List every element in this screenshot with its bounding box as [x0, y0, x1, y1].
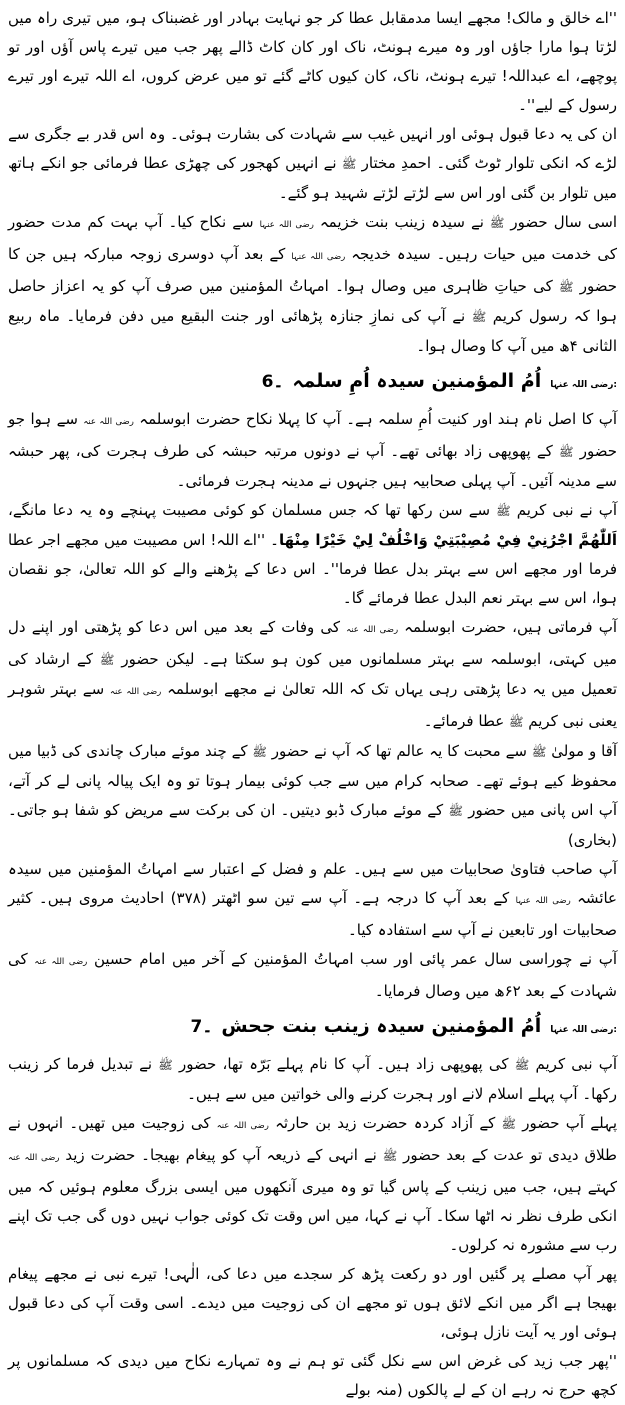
text-run: نے تبدیل فرما کر زینب رکھا۔ آپ پہلے اسلام لانے اور ہجرت کرنے والی خواتین میں سے ہیں۔ [8, 1055, 617, 1103]
ra-honorific: رضی اللہ عنہ [83, 417, 134, 427]
saw-honorific: ﷺ [341, 157, 357, 171]
ra-honorific: رضی اللہ عنہ [110, 687, 162, 697]
saw-honorific: ﷺ [252, 745, 267, 759]
paragraph [8, 945, 617, 1006]
paragraph [8, 855, 617, 945]
text-run: ''پھر جب زید کی غرض اس سے نکل گئی تو ہم نے وہ تمہارے نکاح میں دیدی کہ مسلمانوں پر کچھ حرج نہ رہے ان کے لے پالکوں (منہ بولے [8, 1352, 617, 1399]
text-run: کی حیاتِ ظاہری میں وصال ہوا۔ امہاتُ المؤمنین میں صرف آپ کو یہ اعزاز حاصل ہوا کہ رسول کریم [8, 277, 617, 325]
paragraph [8, 613, 617, 737]
text-run: اسی سال حضور [504, 213, 617, 231]
ra-honorific: رضی اللہ عنہ [8, 1153, 60, 1163]
text-run: کی وفات کے بعد میں اس دعا کو پڑھتی اور اپنے دل میں کہتی، ابوسلمہ سے بہتر مسلمانوں میں کون ہو سکتا ہے۔ لیکن حضور [8, 618, 617, 668]
saw-honorific: ﷺ [496, 504, 511, 518]
text-run: کے بعد آپ دوسری زوجہ مبارکہ ہیں جن کا حضور [8, 245, 617, 295]
text-run: آپ صاحب فتاویٰ صحابیات میں سے ہیں۔ علم و فضل کے اعتبار سے امہاتُ المؤمنین میں سیدہ عائشہ [8, 860, 618, 907]
ra-honorific: رضی اللہ عنہا [291, 252, 346, 262]
text-run: آپ کا اصل نام ہند اور کنیت اُمِ سلمہ ہے۔ آپ کا پہلا نکاح حضرت ابوسلمہ [133, 410, 617, 428]
saw-honorific: ﷺ [158, 1058, 173, 1072]
text-run: کے بعد آپ کا درجہ ہے۔ آپ سے تین سو اٹھتر (۳۷۸) احادیث مروی ہیں۔ کثیر صحابیات اور تابعین نے آپ سے استفادہ کیا۔ [8, 889, 617, 939]
text-run: سے سن رکھا تھا کہ جس مسلمان کو کوئی مصیبت پہنچے وہ یہ دعا مانگے، [8, 501, 497, 519]
ra-honorific: رضی اللہ عنہ [34, 957, 88, 967]
paragraph [8, 737, 617, 855]
heading-number: 7۔ [190, 1017, 213, 1037]
text-run: ۔ ''اے اللہ! اس مصیبت میں مجھے اجر عطا فرما اور مجھے اس سے بہتر بدل عطا فرما''۔ اس دعا کے پڑھنے والے کو اللہ تعالیٰ، جو نقصان ہوا، اس سے بہتر نعم البدل عطا فرمائے گا۔ [8, 531, 617, 607]
saw-honorific: ﷺ [559, 445, 574, 459]
text-run: آپ فرماتی ہیں، حضرت ابوسلمہ [398, 618, 617, 636]
text-run: کی پھوپھی زاد ہیں۔ آپ کا نام پہلے بَرّہ تھا، حضور [172, 1055, 515, 1073]
ra-honorific: رضی اللہ عنہا [259, 220, 314, 230]
section-heading [8, 1008, 617, 1048]
text-run: نے انہیں کھجور کی چھڑی عطا فرمائی جو انکے ہاتھ میں تلوار بن گئی اور اس سے لڑتے لڑتے شہید ہو گئے۔ [8, 154, 617, 202]
paragraph [8, 208, 617, 361]
heading-honorific: رضی اللہ عنہا: [550, 380, 617, 390]
saw-honorific: ﷺ [508, 715, 524, 729]
section-heading [8, 363, 617, 403]
saw-honorific: ﷺ [471, 310, 487, 324]
paragraph [8, 1109, 617, 1260]
heading-number: 6۔ [261, 372, 284, 392]
text-run: کہتے ہیں، جب میں زینب کے پاس گیا تو وہ میری آنکھوں میں ایسی بزرگ معلوم ہوئیں کہ میں انکی طرف نظر نہ اٹھا سکا۔ آپ نے کہا، میں اس وقت تک کوئی جواب نہیں دوں گی جب تک اپنے رب سے مشورہ نہ کرلوں۔ [8, 1178, 617, 1254]
text-run: کے چند موئے مبارک چاندی کی ڈبیا میں محفوظ کیے ہوئے تھے۔ صحابہ کرام میں سے جب کوئی بیمار ہوتا تو وہ ایک پیالہ پانی لے کر آتے، آپ اس پانی میں حضور [8, 742, 617, 819]
text-run: نے انہی کے ذریعہ آپ کو پیغام بھیجا۔ حضرت زید [59, 1146, 383, 1164]
heading-honorific: رضی اللہ عنہا: [550, 1025, 617, 1035]
text-run: ان کی یہ دعا قبول ہوئی اور انہیں غیب سے شہادت کی بشارت ہوئی۔ وہ اس قدر بے جگری سے لڑے کہ انکی تلوار ٹوٹ گئی۔ احمدِ مختار [8, 125, 617, 172]
heading-title: اُمُ المؤمنین سیدہ زینب بنت جحش [221, 1015, 542, 1037]
paragraph [8, 405, 617, 496]
saw-honorific: ﷺ [382, 1149, 398, 1163]
ra-honorific: رضی اللہ عنہا [515, 896, 571, 906]
text-run: کی زوجیت میں تھیں۔ انہوں نے طلاق دیدی تو عدت کے بعد حضور [8, 1114, 618, 1164]
text-run: سے بہتر شوہر یعنی نبی کریم [8, 680, 617, 730]
text-run: پہلے آپ حضور [516, 1114, 617, 1132]
saw-honorific: ﷺ [448, 804, 463, 818]
paragraph [8, 120, 617, 208]
text-run: کے پھوپھی زاد بھائی تھے۔ آپ نے دونوں مرتبہ حبشہ کی طرف ہجرت کی، پھر حبشہ سے مدینہ آئیں۔ آپ پہلی صحابیہ ہیں جنہوں نے مدینہ ہجرت فرمائی۔ [8, 442, 617, 490]
text-run: پھر آپ مصلے پر گئیں اور دو رکعت پڑھ کر سجدے میں دعا کی، الٰہی! تیرے نبی نے مجھے پیغام بھیجا ہے اگر میں انکے لائق ہوں تو مجھے ان کی زوجیت میں دیدے۔ اسی وقت آپ کی دعا قبول ہوئی اور یہ آیت نازل ہوئی، [8, 1265, 617, 1341]
text-run: نے آپ کی نمازِ جنازہ پڑھائی اور جنت البقیع میں دفن فرمایا۔ ماہ ربیع الثانی ۴ھ میں آپ کا وصال ہوا۔ [8, 307, 617, 355]
text-run: نے سیدہ زینب بنت خزیمہ [313, 213, 490, 231]
arabic-dua: اَللّٰهُمَّ اجْرُنِيْ فِيْ مُصِيْبَتِيْ وَاخْلُفْ لِيْ خَيْرًا مِنْهَا [278, 531, 617, 549]
text-run: آقا و مولیٰ [546, 742, 617, 760]
text-run: آپ نے چوراسی سال عمر پائی اور سب امہاتُ المؤمنین کے آخر میں امام حسین [87, 950, 617, 968]
paragraph [8, 1260, 617, 1347]
paragraph [8, 1050, 617, 1109]
heading-title: اُمُ المؤمنین سیدہ اُمِ سلمہ [292, 370, 542, 392]
text-run: عطا فرمائے۔ [423, 712, 509, 730]
text-run: آپ نے نبی کریم [510, 501, 617, 519]
saw-honorific: ﷺ [501, 1117, 516, 1131]
text-run: کی شہادت کے بعد ۶۲ھ میں وصال فرمایا۔ [8, 950, 617, 1000]
ra-honorific: رضی اللہ عنہ [346, 625, 399, 635]
text-run: کے ارشاد کی تعمیل میں یہ دعا پڑھتی رہی یہاں تک کہ اللہ تعالیٰ نے مجھے ابوسلمہ [8, 650, 618, 698]
paragraph [8, 496, 617, 613]
text-run: سے ہوا جو حضور [8, 410, 617, 460]
saw-honorific: ﷺ [489, 216, 505, 230]
text-run: سے محبت کا یہ عالم تھا کہ آپ نے حضور [266, 742, 532, 760]
text-run: کے آزاد کردہ حضرت زید بن حارثہ [268, 1114, 502, 1132]
paragraph [8, 4, 617, 120]
text-run: ''اے خالق و مالک! مجھے ایسا مدمقابل عطا کر جو نہایت بہادر اور غضبناک ہو، میں تیری راہ میں لڑتا ہوا مارا جاؤں اور وہ میرے ہونٹ، ناک اور کان کاٹ ڈالے پھر جب میں تیرے پاس آؤں اور تو پوچھے، اے عبداللہ! تیرے ہونٹ، ناک، کان کیوں کاٹے گئے تو میں عرض کروں، اے اللہ تیرے اور تیرے رسول کے لیے''۔ [8, 9, 617, 114]
saw-honorific: ﷺ [99, 653, 115, 667]
saw-honorific: ﷺ [514, 1058, 530, 1072]
text-run: کے موئے مبارک ڈبو دیتیں۔ ان کی برکت سے مریض کو شفا ہو جاتی۔ (بخاری) [8, 801, 617, 849]
paragraph [8, 1347, 617, 1405]
text-run: سے نکاح کیا۔ آپ بہت کم مدت حضور کی خدمت میں حیات رہیں۔ سیدہ خدیجہ [8, 213, 618, 263]
text-run: آپ نبی کریم [529, 1055, 618, 1073]
saw-honorific: ﷺ [558, 280, 574, 294]
saw-honorific: ﷺ [531, 745, 547, 759]
ra-honorific: رضی اللہ عنہ [216, 1121, 269, 1131]
